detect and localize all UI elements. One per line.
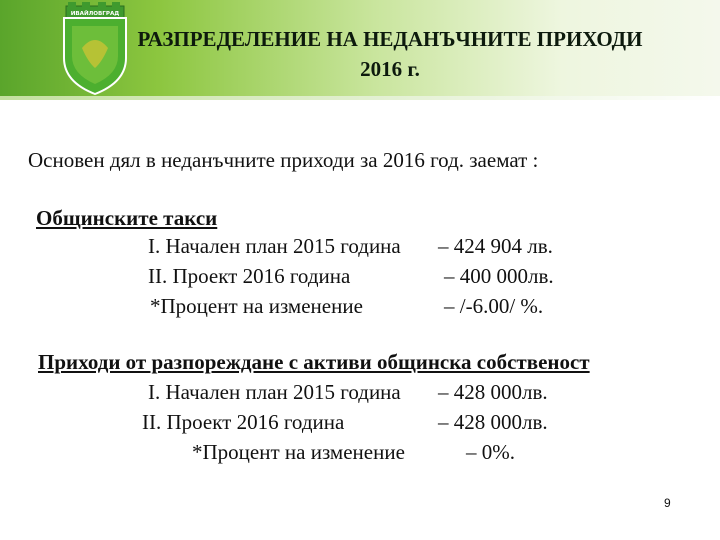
row-label: II. Проект 2016 година — [148, 264, 351, 288]
page-number: 9 — [664, 496, 671, 510]
row-label: I. Начален план 2015 година — [148, 234, 401, 258]
title-line-1: РАЗПРЕДЕЛЕНИЕ НА НЕДАНЪЧНИТЕ ПРИХОДИ — [137, 27, 643, 51]
slide-title — [70, 24, 710, 84]
row-value: – 428 000лв. — [438, 410, 548, 434]
row-value: – 0%. — [466, 440, 515, 464]
row-label: *Процент на изменение — [192, 440, 405, 464]
intro-text: Основен дял в неданъчните приходи за 2016 год. заемат : — [28, 148, 539, 172]
row-value: – /-6.00/ %. — [444, 294, 544, 318]
section-heading-asset-disposal: Приходи от разпореждане с активи общинска собственост — [38, 350, 590, 374]
row-label: I. Начален план 2015 година — [148, 380, 401, 404]
section-heading-fees: Общинските такси — [36, 206, 218, 230]
row-value: – 428 000лв. — [438, 380, 548, 404]
row-label: II. Проект 2016 година — [142, 410, 345, 434]
crest-lettering: ИВАЙЛОВГРАД — [70, 11, 120, 17]
row-value: – 424 904 лв. — [438, 234, 553, 258]
title-line-2: 2016 г. — [360, 57, 420, 81]
row-label: *Процент на изменение — [150, 294, 363, 318]
row-value: – 400 000лв. — [444, 264, 554, 288]
